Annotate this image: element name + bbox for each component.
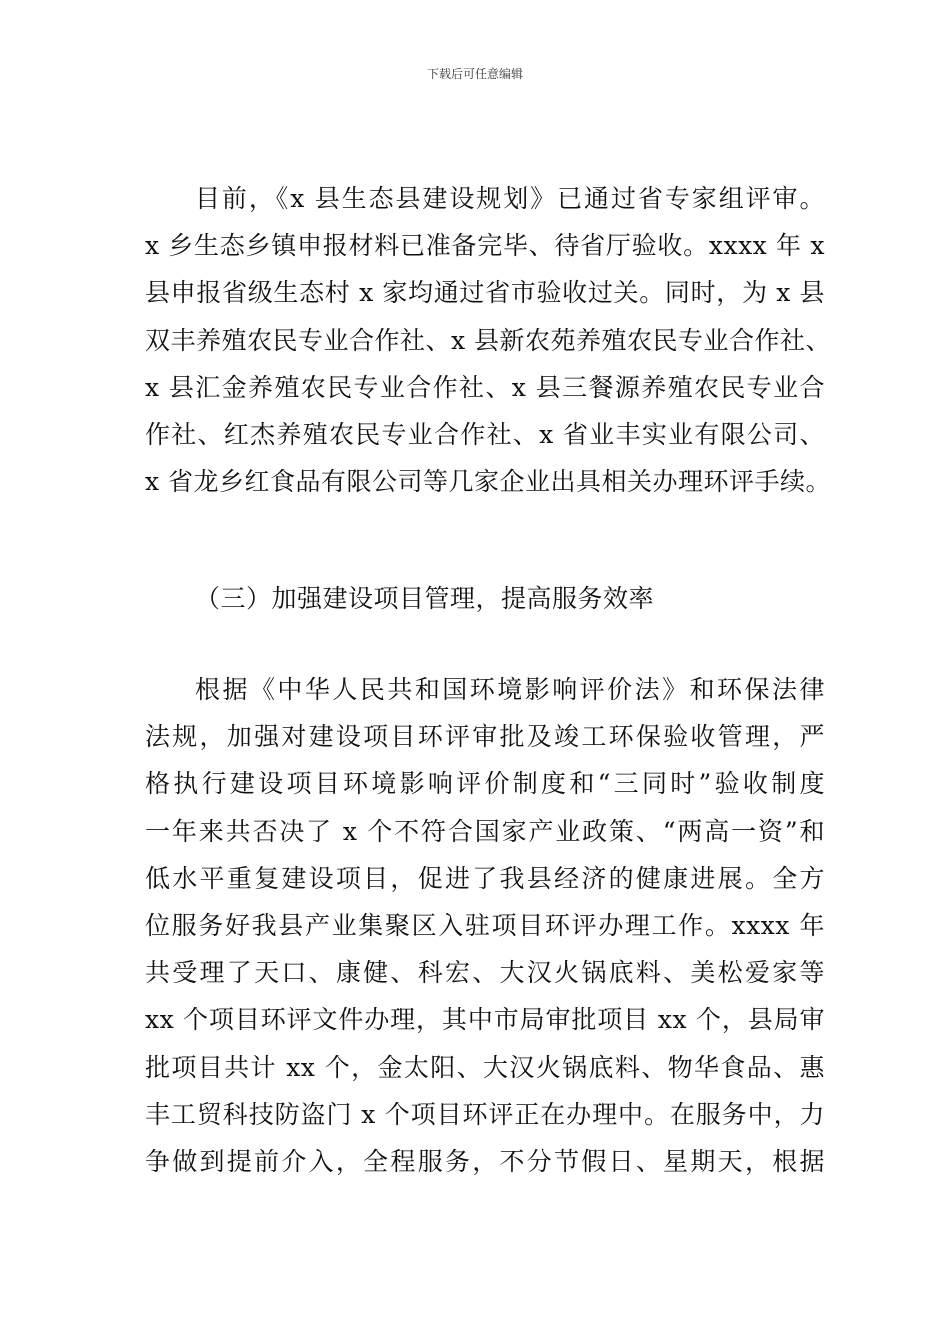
- paragraph-project-management: [145, 666, 825, 1185]
- paragraph-line: x 县汇金养殖农民专业合作社、x 县三餐源养殖农民专业合: [145, 372, 825, 402]
- paragraph-line: 作社、红杰养殖农民专业合作社、x 省业丰实业有限公司、: [145, 420, 825, 450]
- paragraph-line: xx 个项目环评文件办理，其中市局审批项目 xx 个，县局审: [145, 1005, 825, 1035]
- paragraph-line: 共受理了天口、康健、科宏、大汉火锅底料、美松爱家等: [145, 958, 825, 988]
- paragraph-ecological-planning: [145, 175, 832, 505]
- paragraph-line: 位服务好我县产业集聚区入驻项目环评办理工作。xxxx 年: [145, 911, 825, 941]
- paragraph-line: 县申报省级生态村 x 家均通过省市验收过关。同时，为 x 县: [145, 278, 825, 308]
- paragraph-line: 丰工贸科技防盗门 x 个项目环评正在办理中。在服务中，力: [145, 1099, 825, 1129]
- paragraph-line: 一年来共否决了 x 个不符合国家产业政策、“两高一资”和: [145, 816, 825, 846]
- paragraph-line: 根据《中华人民共和国环境影响评价法》和环保法律: [195, 675, 825, 704]
- paragraph-line: x 省龙乡红食品有限公司等几家企业出具相关办理环评手续。: [145, 467, 832, 497]
- paragraph-line: 法规，加强对建设项目环评审批及竣工环保验收管理，严: [145, 722, 825, 752]
- paragraph-line: x 乡生态乡镇申报材料已准备完毕、待省厅验收。xxxx 年 x: [145, 231, 825, 261]
- paragraph-line: 低水平重复建设项目，促进了我县经济的健康进展。全方: [145, 863, 825, 893]
- paragraph-line: 争做到提前介入，全程服务，不分节假日、星期天，根据: [145, 1147, 825, 1177]
- header-note: 下载后可任意编辑: [426, 67, 523, 81]
- paragraph-line: 批项目共计 xx 个，金太阳、大汉火锅底料、物华食品、惠: [145, 1052, 825, 1082]
- paragraph-line: 目前，《x 县生态县建设规划》已通过省专家组评审。: [195, 184, 825, 213]
- paragraph-line: 双丰养殖农民专业合作社、x 县新农苑养殖农民专业合作社、: [145, 325, 832, 355]
- paragraph-line: 格执行建设项目环境影响评价制度和“三同时”验收制度: [145, 769, 825, 799]
- section-heading: （三）加强建设项目管理，提高服务效率: [195, 584, 655, 613]
